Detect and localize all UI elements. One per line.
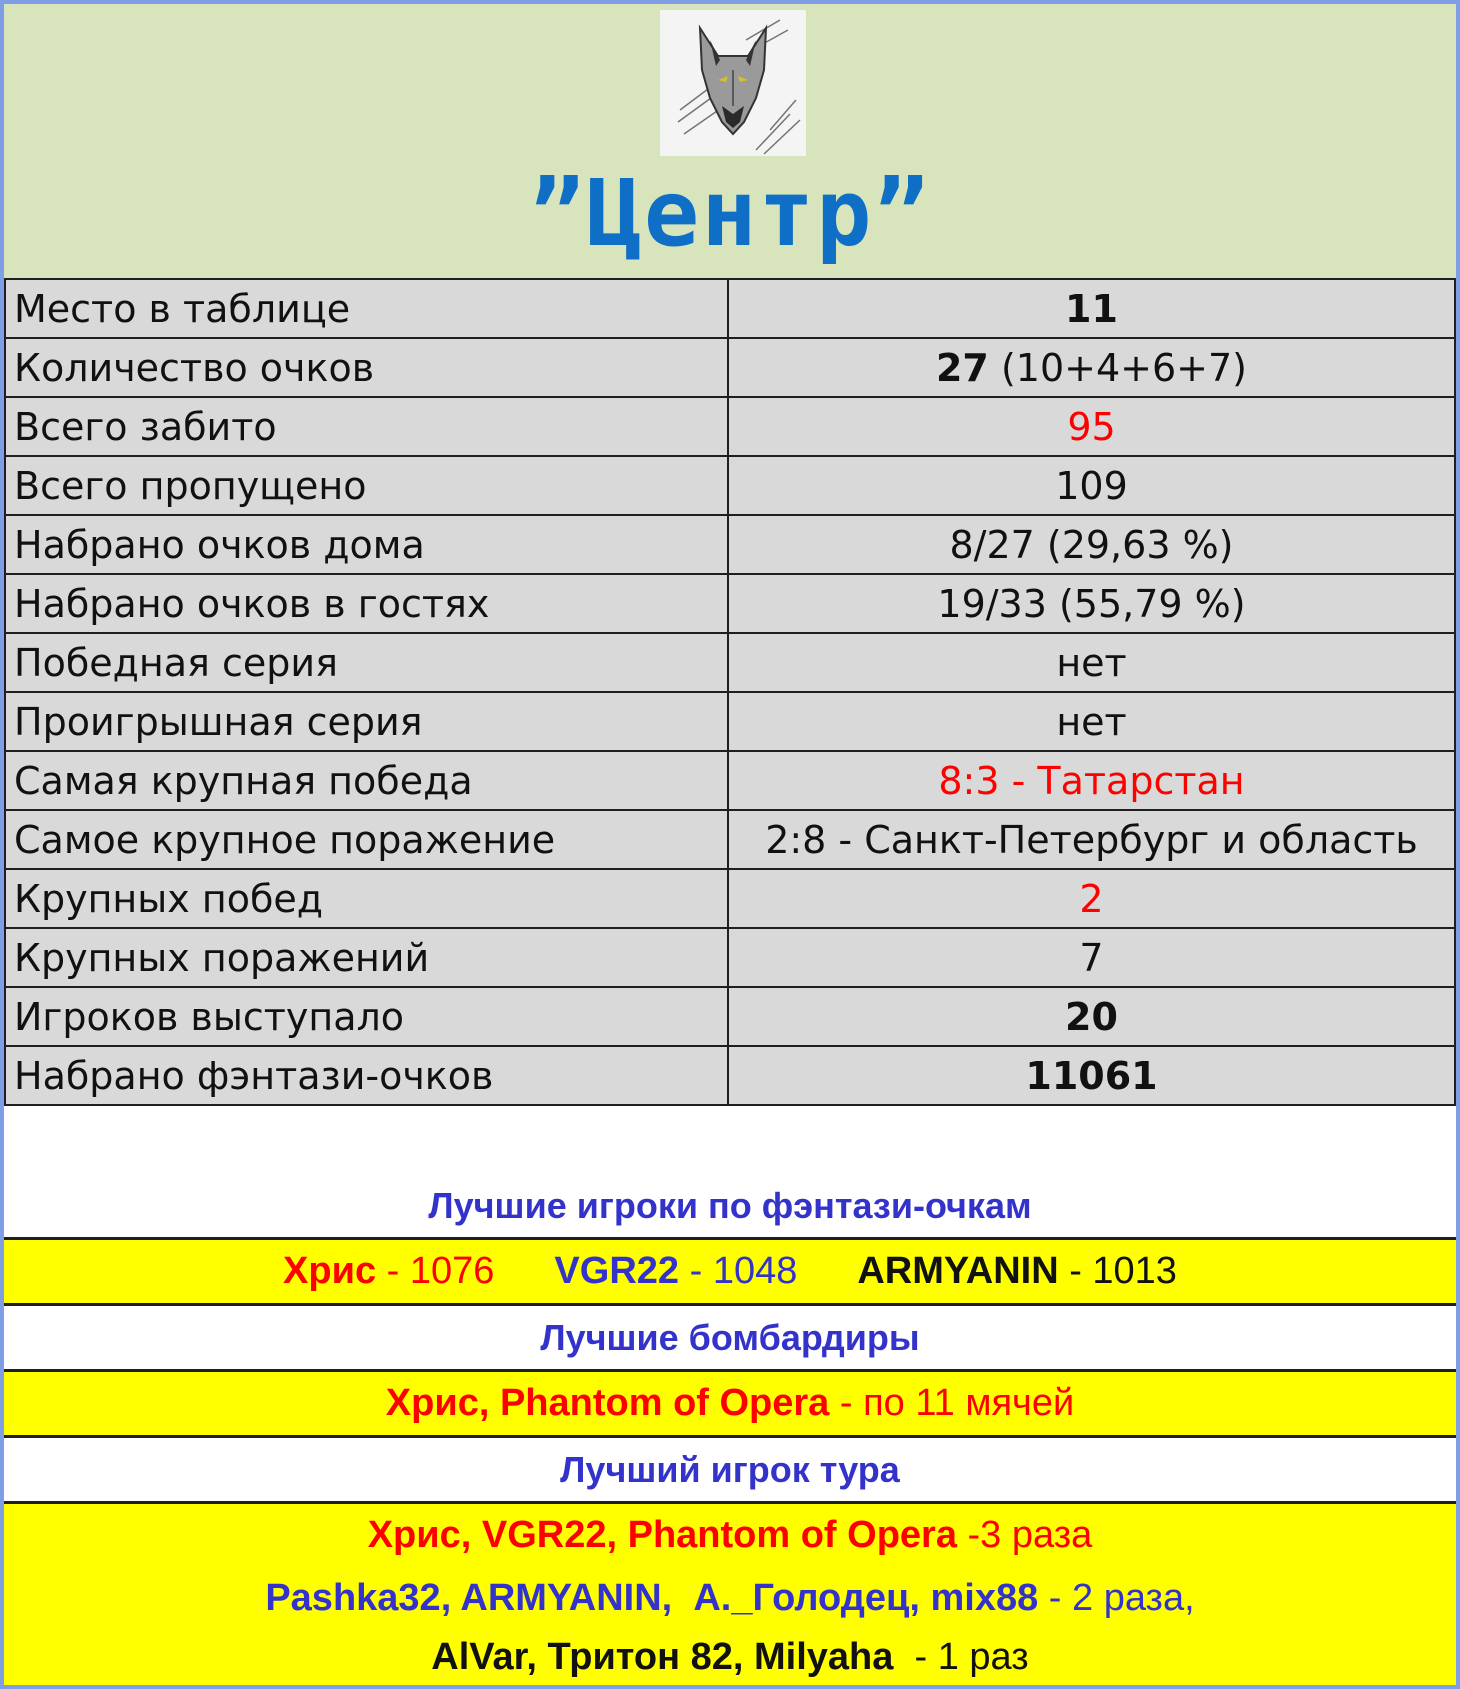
stat-label: Место в таблице [5, 279, 728, 338]
stat-value: 27 [935, 345, 989, 390]
player-count: - 2 раза, [1038, 1577, 1195, 1619]
stat-label: Набрано очков в гостях [5, 574, 728, 633]
stat-row [5, 633, 1455, 692]
player-of-round-heading: Лучший игрок тура [4, 1438, 1456, 1504]
stat-value-cell [728, 515, 1455, 574]
stat-label: Набрано очков дома [5, 515, 728, 574]
stat-value-cell [728, 810, 1455, 869]
stat-row [5, 751, 1455, 810]
stat-row [5, 810, 1455, 869]
player-count: - 1 раз [893, 1636, 1029, 1678]
player-of-round-line [4, 1567, 1456, 1630]
scorers-detail: - по 11 мячей [829, 1382, 1075, 1424]
stat-value-cell [728, 574, 1455, 633]
team-title: ”Центр” [529, 160, 931, 267]
stat-row [5, 928, 1455, 987]
stat-value: 20 [1065, 994, 1118, 1039]
stat-row [5, 456, 1455, 515]
player-score: - 1048 [679, 1250, 798, 1292]
stat-value: 95 [1067, 404, 1116, 449]
player-names: Pashka32, ARMYANIN, А._Голодец, mix88 [265, 1577, 1039, 1619]
player-name: VGR22 [554, 1250, 680, 1292]
fantasy-players-row [4, 1240, 1456, 1306]
player-name: ARMYANIN [857, 1250, 1059, 1292]
stat-value: 2 [1079, 876, 1104, 921]
scorers-row [4, 1372, 1456, 1438]
player-count: -3 раза [956, 1514, 1093, 1556]
stat-label: Победная серия [5, 633, 728, 692]
stat-value: 109 [1055, 463, 1128, 508]
player-of-round-line [4, 1630, 1456, 1685]
team-stats-table [4, 278, 1456, 1106]
team-header [4, 4, 1456, 278]
stat-value-breakdown: (10+4+6+7) [988, 345, 1248, 390]
stat-label: Крупных побед [5, 869, 728, 928]
stat-value-cell [728, 397, 1455, 456]
player-score: - 1013 [1058, 1250, 1177, 1292]
stat-value-cell [728, 928, 1455, 987]
stat-value: 8/27 (29,63 %) [949, 522, 1234, 567]
stat-value-cell [728, 987, 1455, 1046]
wolf-logo-icon [660, 10, 806, 156]
stat-value-cell [728, 279, 1455, 338]
stat-value: 11 [1065, 286, 1118, 331]
stat-label: Проигрышная серия [5, 692, 728, 751]
stat-label: Всего пропущено [5, 456, 728, 515]
stat-value-cell [728, 633, 1455, 692]
player-of-round-block [4, 1504, 1456, 1685]
stat-label: Крупных поражений [5, 928, 728, 987]
stat-value-cell [728, 869, 1455, 928]
scorers-heading: Лучшие бомбардиры [4, 1306, 1456, 1372]
stat-value-cell [728, 1046, 1455, 1105]
stat-value-cell [728, 692, 1455, 751]
stat-row [5, 338, 1455, 397]
stat-row [5, 397, 1455, 456]
stat-row [5, 987, 1455, 1046]
player-score: - 1076 [376, 1250, 495, 1292]
stat-value: 7 [1079, 935, 1104, 980]
stat-value-cell [728, 751, 1455, 810]
stat-value: нет [1056, 699, 1127, 744]
fantasy-heading: Лучшие игроки по фэнтази-очкам [4, 1174, 1456, 1240]
stat-row [5, 692, 1455, 751]
stat-row [5, 515, 1455, 574]
player-of-round-line [4, 1504, 1456, 1567]
player-name: Хрис [283, 1250, 377, 1292]
stat-row [5, 869, 1455, 928]
stat-value-cell [728, 456, 1455, 515]
stat-value: 8:3 - Татарстан [938, 758, 1245, 803]
stat-row [5, 574, 1455, 633]
stat-value-cell [728, 338, 1455, 397]
stat-value: 2:8 - Санкт-Петербург и область [765, 817, 1418, 862]
stat-value: нет [1056, 640, 1127, 685]
stat-value: 19/33 (55,79 %) [937, 581, 1246, 626]
stat-label: Игроков выступало [5, 987, 728, 1046]
stat-label: Самое крупное поражение [5, 810, 728, 869]
stat-label: Самая крупная победа [5, 751, 728, 810]
stat-row [5, 279, 1455, 338]
stat-label: Количество очков [5, 338, 728, 397]
player-names: AlVar, Тритон 82, Milyaha [431, 1636, 894, 1678]
stat-label: Всего забито [5, 397, 728, 456]
stat-row [5, 1046, 1455, 1105]
stat-label: Набрано фэнтази-очков [5, 1046, 728, 1105]
player-names: Хрис, VGR22, Phantom of Opera [367, 1514, 957, 1556]
stat-value: 11061 [1025, 1053, 1158, 1098]
scorers-names: Хрис, Phantom of Opera [385, 1382, 830, 1424]
